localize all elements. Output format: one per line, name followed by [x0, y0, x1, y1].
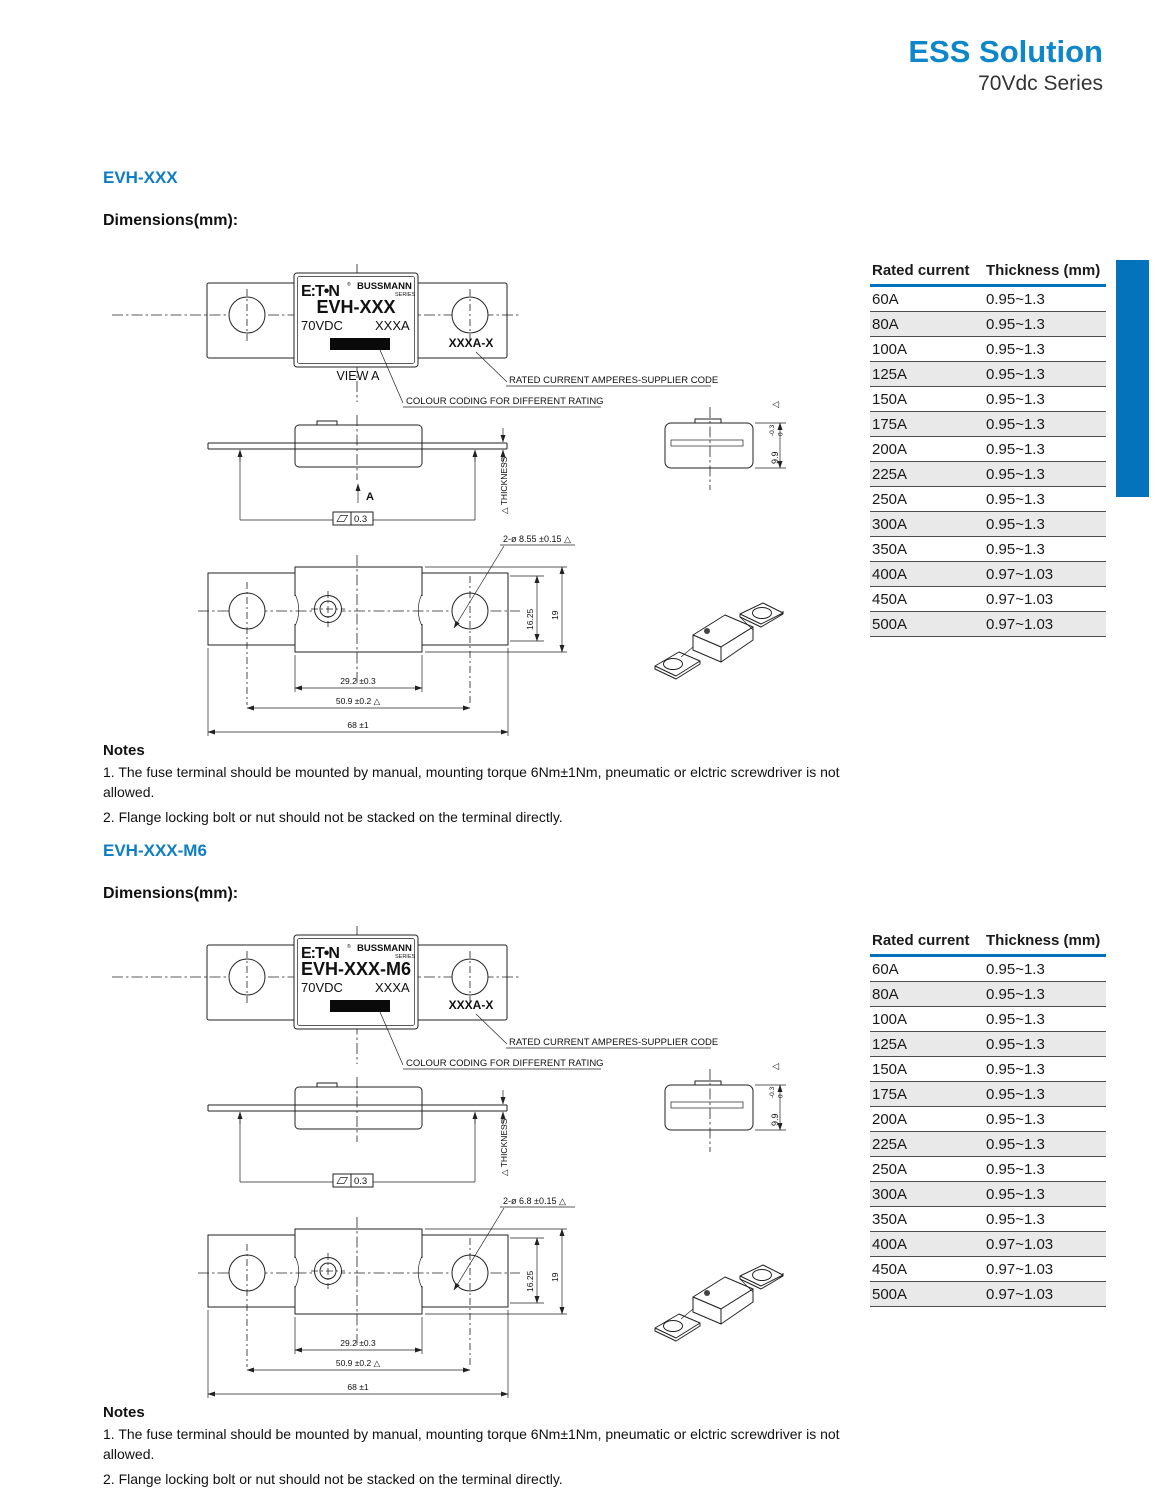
notes-evh-xxx-m6 [103, 1404, 893, 1493]
eaton-logo: E:T•N [301, 945, 339, 962]
series-label: SERIES [395, 292, 416, 298]
thickness-cell: 0.95~1.3 [984, 1182, 1106, 1207]
end-body [665, 423, 753, 468]
datum-triangle: △ [770, 1063, 780, 1070]
end-body-tab [695, 1081, 721, 1085]
rated-current-cell: 100A [870, 1007, 984, 1032]
iso-body-dot [704, 1290, 710, 1296]
thickness-cell: 0.95~1.3 [984, 1082, 1106, 1107]
bottom-view [198, 1196, 575, 1398]
thickness-cell: 0.95~1.3 [984, 412, 1106, 437]
thickness-cell: 0.95~1.3 [984, 1132, 1106, 1157]
thickness-cell: 0.97~1.03 [984, 587, 1106, 612]
model-marking: EVH-XXX-M6 [300, 959, 412, 979]
table-row [870, 1007, 1106, 1032]
isometric-view [655, 603, 783, 679]
rated-current-cell: 200A [870, 1107, 984, 1132]
end-view [665, 401, 786, 490]
rated-current-cell: 175A [870, 1082, 984, 1107]
table-row [870, 362, 1106, 387]
table-row [870, 337, 1106, 362]
thickness-cell: 0.97~1.03 [984, 612, 1106, 637]
notes-title: Notes [103, 742, 145, 759]
thickness-cell: 0.95~1.3 [984, 462, 1106, 487]
table-row [870, 512, 1106, 537]
leader-rated-current-label: RATED CURRENT AMPERES-SUPPLIER CODE [509, 375, 719, 386]
supplier-code-marking: XXXA-X [448, 998, 494, 1012]
isometric-view [655, 1265, 783, 1341]
thickness-cell: 0.97~1.03 [984, 1257, 1106, 1282]
rated-current-cell: 400A [870, 562, 984, 587]
iso-body-dot [704, 628, 710, 634]
thickness-cell: 0.95~1.3 [984, 1057, 1106, 1082]
voltage-marking: 70VDC [301, 980, 343, 995]
thickness-cell: 0.95~1.3 [984, 1107, 1106, 1132]
dim-holes: 2-ø 6.8 ±0.15 △ [503, 1196, 566, 1206]
notes-evh-xxx [103, 742, 893, 831]
iso-right-hole [753, 608, 772, 619]
col-rated-current: Rated current [870, 261, 984, 286]
rated-current-cell: 450A [870, 587, 984, 612]
table-row [870, 1282, 1106, 1307]
dim-16-extensions [510, 1238, 544, 1303]
table-row [870, 1157, 1106, 1182]
model-marking: EVH-XXX [316, 297, 396, 317]
thickness-label: △ THICKNESS [499, 1118, 509, 1176]
iso-right-hole [753, 1270, 772, 1281]
dim-29-extensions [295, 655, 422, 692]
top-view [112, 264, 718, 407]
current-marking: XXXA [375, 318, 410, 333]
registered-mark: ® [347, 944, 351, 950]
thickness-label: △ THICKNESS [499, 456, 509, 514]
dim-29-extensions [295, 1317, 422, 1354]
rated-current-cell: 225A [870, 462, 984, 487]
table-row [870, 1182, 1106, 1207]
bussmann-label: BUSSMANN [357, 281, 412, 292]
technical-drawing-evh-xxx-m6 [95, 912, 865, 1412]
col-rated-current: Rated current [870, 931, 984, 956]
table-row [870, 1257, 1106, 1282]
iso-left-hole [664, 659, 683, 670]
rated-current-cell: 350A [870, 1207, 984, 1232]
view-a-label: VIEW A [336, 369, 380, 383]
rated-current-cell: 450A [870, 1257, 984, 1282]
thickness-cell: 0.95~1.3 [984, 1207, 1106, 1232]
thickness-cell: 0.95~1.3 [984, 537, 1106, 562]
side-view [208, 415, 509, 525]
dim-body-width: 29.2 ±0.3 [340, 676, 376, 686]
notes-title: Notes [103, 1404, 145, 1421]
dim-tol-lower: -0.3 [769, 424, 776, 436]
dim-hole-pitch: 50.9 ±0.2 △ [335, 696, 381, 706]
rated-current-cell: 125A [870, 362, 984, 387]
table-row [870, 387, 1106, 412]
flatness-value: 0.3 [354, 514, 368, 525]
supplier-code-marking: XXXA-X [448, 336, 494, 350]
rated-current-cell: 60A [870, 286, 984, 312]
table-row [870, 562, 1106, 587]
rated-current-cell: 350A [870, 537, 984, 562]
table-row [870, 1082, 1106, 1107]
side-body-tab [317, 1083, 337, 1087]
table-row [870, 982, 1106, 1007]
side-body [295, 425, 422, 467]
dimensions-label: Dimensions(mm): [103, 885, 239, 902]
dim-tol-lower: -0.3 [769, 1086, 776, 1098]
table-row [870, 587, 1106, 612]
rated-current-cell: 500A [870, 612, 984, 637]
rated-current-cell: 80A [870, 312, 984, 337]
thickness-cell: 0.97~1.03 [984, 562, 1106, 587]
table-row [870, 437, 1106, 462]
col-thickness: Thickness (mm) [984, 261, 1106, 286]
side-body [295, 1087, 422, 1129]
dim-tol-upper: 0 [777, 432, 785, 436]
rated-current-cell: 150A [870, 387, 984, 412]
end-body-tab [695, 419, 721, 423]
dim-hole-offset: 16.25 [525, 608, 535, 630]
table-row [870, 1132, 1106, 1157]
rated-current-cell: 500A [870, 1282, 984, 1307]
note-item: 1. The fuse terminal should be mounted by manual, mounting torque 6Nm±1Nm, pneumatic or elctric screwdriver is not allowed. [103, 764, 840, 801]
page-edge-tab [1116, 260, 1149, 497]
dim-16-extensions [510, 576, 544, 641]
registered-mark: ® [347, 282, 351, 288]
rated-current-cell: 300A [870, 1182, 984, 1207]
table-row [870, 286, 1106, 312]
rated-current-cell: 125A [870, 1032, 984, 1057]
thickness-cell: 0.95~1.3 [984, 1032, 1106, 1057]
leader-rated-current-label: RATED CURRENT AMPERES-SUPPLIER CODE [509, 1037, 719, 1048]
table-row [870, 462, 1106, 487]
thickness-cell: 0.95~1.3 [984, 387, 1106, 412]
thickness-cell: 0.95~1.3 [984, 982, 1106, 1007]
thickness-cell: 0.95~1.3 [984, 337, 1106, 362]
dim-overall: 68 ±1 [347, 1382, 369, 1392]
table-row [870, 612, 1106, 637]
doc-subtitle: 70Vdc Series [978, 71, 1103, 95]
bussmann-label: BUSSMANN [357, 943, 412, 954]
dimensions-label: Dimensions(mm): [103, 212, 239, 229]
rated-current-cell: 400A [870, 1232, 984, 1257]
flatness-value: 0.3 [354, 1176, 368, 1187]
side-view [208, 1077, 509, 1187]
end-view [665, 1063, 786, 1152]
thickness-cell: 0.95~1.3 [984, 362, 1106, 387]
dim-hole-offset: 16.25 [525, 1270, 535, 1292]
dim-body-width: 29.2 ±0.3 [340, 1338, 376, 1348]
colour-code-bar [330, 1000, 390, 1012]
section-heading-evh-xxx-m6: EVH-XXX-M6 [103, 841, 207, 860]
iso-left-hole [664, 1321, 683, 1332]
rated-current-cell: 250A [870, 487, 984, 512]
table-row [870, 312, 1106, 337]
dim-slot-height: 9.9 [770, 1113, 780, 1126]
side-body-tab [317, 421, 337, 425]
rated-current-cell: 250A [870, 1157, 984, 1182]
leader-colour-coding-label: COLOUR CODING FOR DIFFERENT RATING [406, 1058, 604, 1069]
table-row [870, 487, 1106, 512]
rated-current-cell: 100A [870, 337, 984, 362]
voltage-marking: 70VDC [301, 318, 343, 333]
section-heading-evh-xxx: EVH-XXX [103, 168, 178, 187]
note-item: 2. Flange locking bolt or nut should not be stacked on the terminal directly. [103, 1470, 563, 1487]
col-thickness: Thickness (mm) [984, 931, 1106, 956]
dim-slot-height: 9.9 [770, 451, 780, 464]
rated-current-cell: 150A [870, 1057, 984, 1082]
table-row [870, 1107, 1106, 1132]
rated-current-cell: 300A [870, 512, 984, 537]
thickness-cell: 0.95~1.3 [984, 512, 1106, 537]
doc-header [908, 36, 1103, 96]
section-arrow-label: A [366, 491, 374, 503]
thickness-cell: 0.95~1.3 [984, 956, 1106, 982]
leader-colour-coding-label: COLOUR CODING FOR DIFFERENT RATING [406, 396, 604, 407]
colour-code-bar [330, 338, 390, 350]
thickness-cell: 0.95~1.3 [984, 437, 1106, 462]
note-item: 1. The fuse terminal should be mounted by manual, mounting torque 6Nm±1Nm, pneumatic or elctric screwdriver is not allowed. [103, 1426, 840, 1463]
end-body [665, 1085, 753, 1130]
thickness-cell: 0.95~1.3 [984, 487, 1106, 512]
thickness-cell: 0.95~1.3 [984, 286, 1106, 312]
note-item: 2. Flange locking bolt or nut should not be stacked on the terminal directly. [103, 808, 563, 825]
dim-plate-height: 19 [550, 1272, 560, 1282]
table-row [870, 956, 1106, 982]
thickness-cell: 0.97~1.03 [984, 1282, 1106, 1307]
rated-current-cell: 175A [870, 412, 984, 437]
thickness-cell: 0.95~1.3 [984, 1157, 1106, 1182]
dim-tol-upper: 0 [777, 1094, 785, 1098]
doc-title: ESS Solution [908, 34, 1103, 69]
rated-current-cell: 80A [870, 982, 984, 1007]
table-row [870, 412, 1106, 437]
rated-current-cell: 200A [870, 437, 984, 462]
dim-plate-height: 19 [550, 610, 560, 620]
table-row [870, 537, 1106, 562]
bottom-view [198, 534, 575, 736]
technical-drawing-evh-xxx [95, 250, 865, 750]
series-label: SERIES [395, 954, 416, 960]
thickness-table-evh-xxx [870, 261, 1106, 637]
table-row [870, 1232, 1106, 1257]
thickness-cell: 0.95~1.3 [984, 312, 1106, 337]
eaton-logo: E:T•N [301, 283, 339, 300]
rated-current-cell: 60A [870, 956, 984, 982]
dim-hole-pitch: 50.9 ±0.2 △ [335, 1358, 381, 1368]
thickness-cell: 0.97~1.03 [984, 1232, 1106, 1257]
thickness-cell: 0.95~1.3 [984, 1007, 1106, 1032]
table-row [870, 1207, 1106, 1232]
dim-holes: 2-ø 8.55 ±0.15 △ [503, 534, 571, 544]
top-view [112, 926, 718, 1069]
datum-triangle: △ [770, 401, 780, 408]
rated-current-cell: 225A [870, 1132, 984, 1157]
table-row [870, 1032, 1106, 1057]
thickness-table-evh-xxx-m6 [870, 931, 1106, 1307]
table-row [870, 1057, 1106, 1082]
dim-overall: 68 ±1 [347, 720, 369, 730]
current-marking: XXXA [375, 980, 410, 995]
